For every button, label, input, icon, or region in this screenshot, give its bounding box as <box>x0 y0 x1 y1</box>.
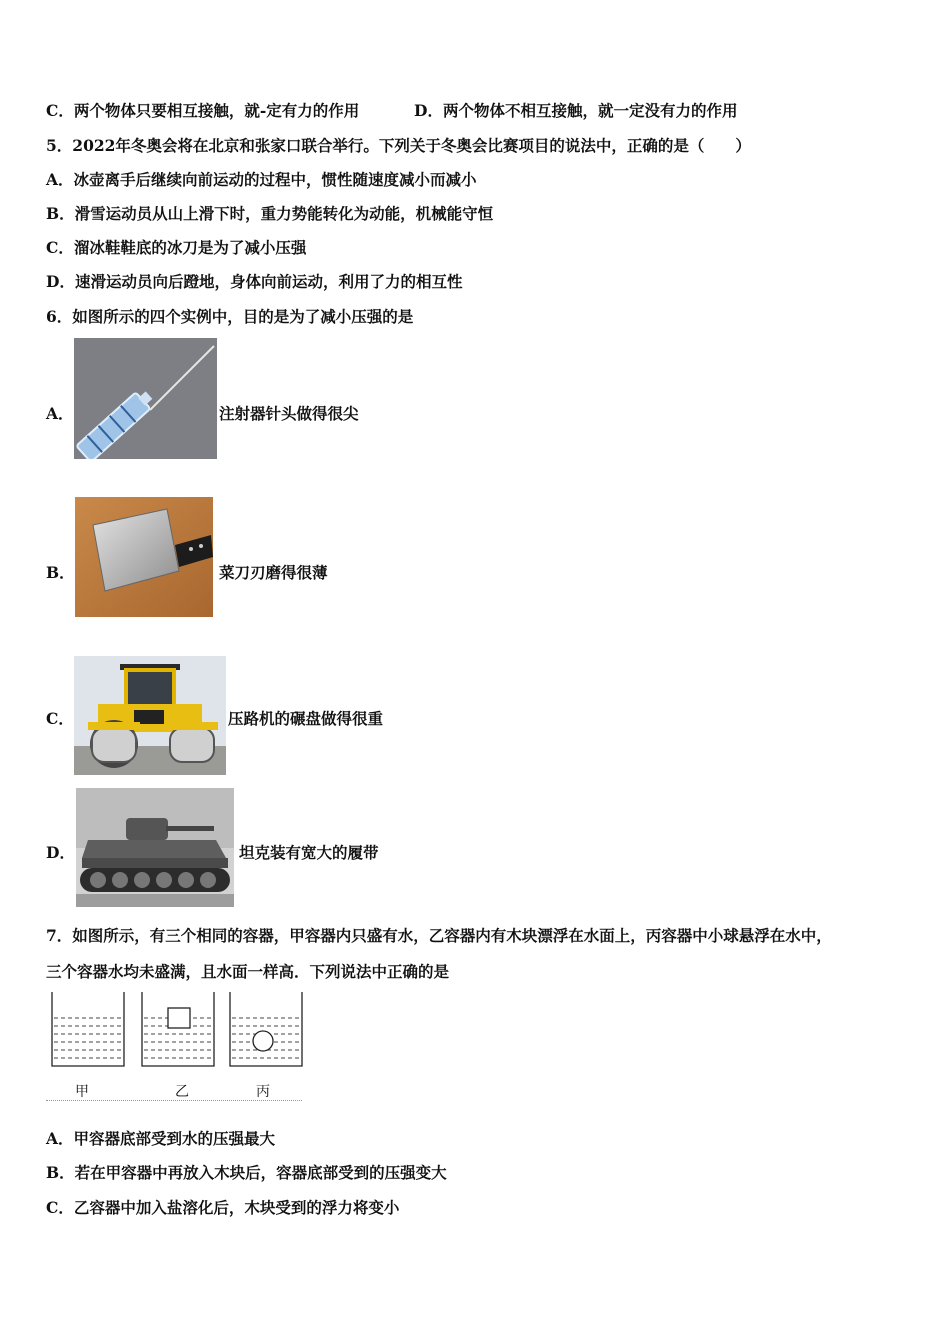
q5-option-a: A．冰壶离手后继续向前运动的过程中，惯性随速度减小而减小 <box>46 170 477 189</box>
q5-stem: 5．2022年冬奥会将在北京和张家口联合举行。下列关于冬奥会比赛项目的说法中，正确的是（ ） <box>46 136 751 155</box>
container-jia <box>52 992 124 1066</box>
q6-option-b-label: B． <box>46 563 75 582</box>
figure-divider <box>46 1100 302 1101</box>
q6-option-c-text: 压路机的碾盘做得很重 <box>228 709 384 728</box>
q6-stem: 6．如图所示的四个实例中，目的是为了减小压强的是 <box>46 307 414 326</box>
q7-stem-line2: 三个容器水均未盛满，且水面一样高．下列说法中正确的是 <box>46 962 450 981</box>
q7-stem-line1: 7．如图所示，有三个相同的容器，甲容器内只盛有水，乙容器内有木块漂浮在水面上，丙容器中小球悬浮在水中， <box>46 926 832 945</box>
q6-option-a-label: A． <box>46 404 74 423</box>
tank-image <box>76 788 234 907</box>
container-label-bing: 丙 <box>256 1084 270 1100</box>
q7-option-c: C．乙容器中加入盐溶化后，木块受到的浮力将变小 <box>46 1198 400 1217</box>
containers-diagram <box>46 990 306 1070</box>
q5-option-c: C．溜冰鞋鞋底的冰刀是为了减小压强 <box>46 238 307 257</box>
q7-option-b: B．若在甲容器中再放入木块后，容器底部受到的压强变大 <box>46 1163 447 1182</box>
q6-option-c-label: C． <box>46 709 74 728</box>
q6-option-d-text: 坦克装有宽大的履带 <box>239 843 379 862</box>
container-label-jia: 甲 <box>75 1084 89 1100</box>
q4-option-d: D．两个物体不相互接触，就一定没有力的作用 <box>414 101 738 120</box>
q7-option-a: A．甲容器底部受到水的压强最大 <box>46 1129 276 1148</box>
wood-block <box>168 1008 190 1028</box>
container-label-yi: 乙 <box>175 1084 189 1100</box>
ball <box>253 1031 273 1051</box>
q6-option-a-text: 注射器针头做得很尖 <box>219 404 359 423</box>
q6-option-b-text: 菜刀刃磨得很薄 <box>219 563 328 582</box>
q5-option-d: D．速滑运动员向后蹬地，身体向前运动，利用了力的相互性 <box>46 272 463 291</box>
cleaver-image <box>75 497 213 617</box>
road-roller-image <box>74 656 226 775</box>
syringe-image <box>74 338 217 459</box>
q6-option-d-label: D． <box>46 843 75 862</box>
q4-option-c: C．两个物体只要相互接触，就-定有力的作用 <box>46 101 360 120</box>
container-bing <box>230 992 302 1066</box>
q5-option-b: B．滑雪运动员从山上滑下时，重力势能转化为动能，机械能守恒 <box>46 204 494 223</box>
container-yi <box>142 992 214 1066</box>
